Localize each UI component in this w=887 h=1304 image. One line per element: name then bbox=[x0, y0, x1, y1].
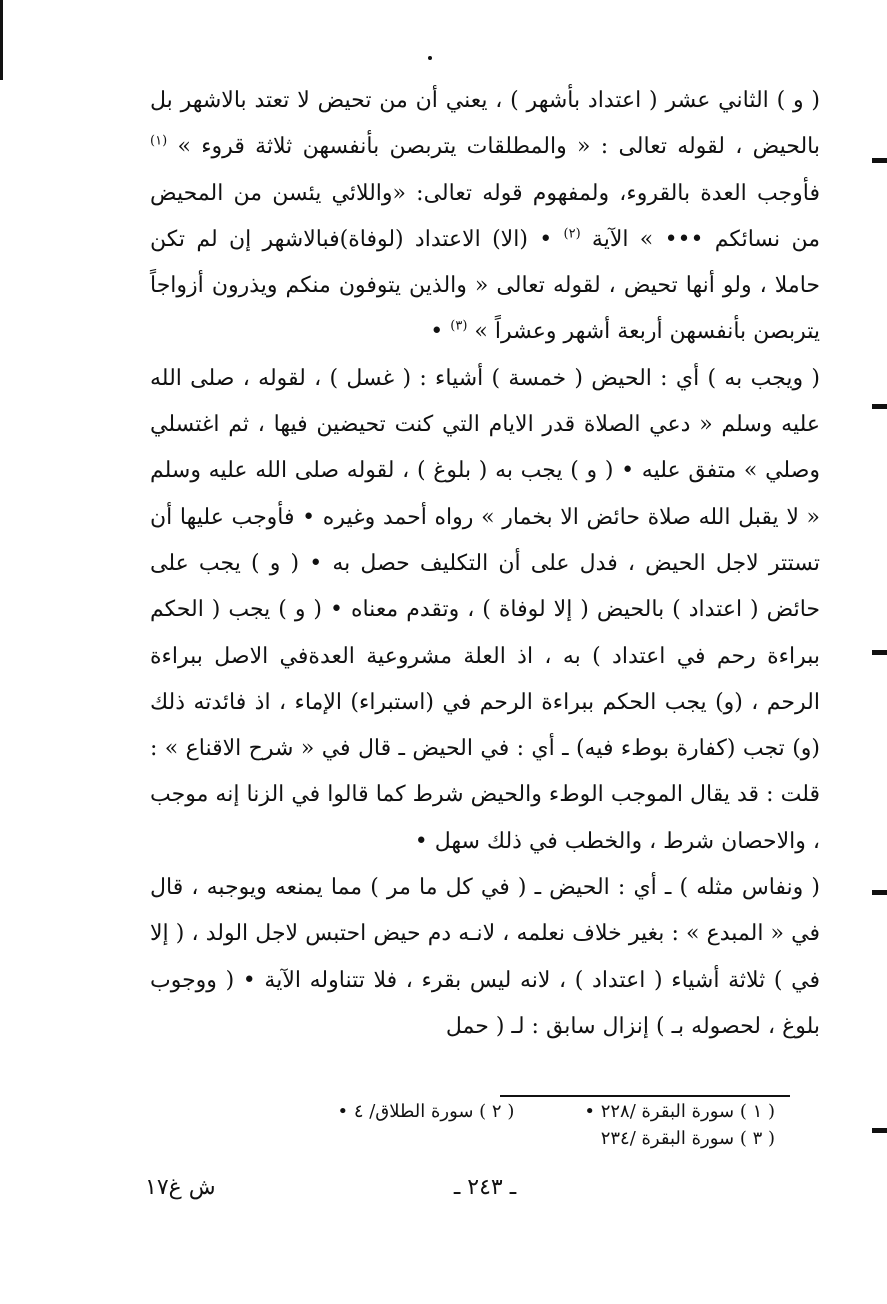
page-footer bbox=[145, 1175, 825, 1215]
page-number: ـ ٢٤٣ ـ bbox=[453, 1175, 517, 1200]
footnote-3: ( ٣ ) سورة البقرة /٢٣٤ bbox=[600, 1128, 775, 1149]
text-run: • bbox=[430, 319, 451, 345]
footnote-2: ( ٢ ) سورة الطلاق/ ٤ • bbox=[337, 1101, 515, 1122]
text-run: فأوجب العدة بالقروء، ولمفهوم قوله تعالى: «واللائي يئسن من المحيض من نسائكم ••• » الآية bbox=[150, 180, 820, 252]
top-dot-mark bbox=[428, 56, 432, 60]
edge-mark bbox=[0, 0, 3, 80]
footnotes bbox=[215, 1098, 775, 1152]
paragraph bbox=[150, 78, 820, 356]
footnote-ref: (٢) bbox=[563, 226, 581, 242]
signature-mark: ش غ١٧ bbox=[145, 1175, 216, 1200]
footnote-row bbox=[215, 1125, 775, 1152]
main-text bbox=[150, 78, 820, 1050]
text-run: • (الا) الاعتداد (لوفاة)فبالاشهر إن لم تكن حاملا ، ولو أنها تحيض ، لقوله تعالى « والذين يتوفون منكم ويذرون أزواجاً يتربصن بأنفسهن أربعة أشهر وعشراً » bbox=[150, 226, 820, 345]
edge-mark bbox=[872, 650, 887, 655]
edge-mark bbox=[872, 404, 887, 409]
edge-mark bbox=[872, 158, 887, 163]
paragraph bbox=[150, 865, 820, 1050]
footnote-ref: (١) bbox=[150, 133, 168, 149]
footnote-row bbox=[215, 1098, 775, 1125]
footnote-1: ( ١ ) سورة البقرة /٢٢٨ • bbox=[584, 1101, 775, 1122]
text-run: ( ويجب به ) أي : الحيض ( خمسة ) أشياء : ( غسل ) ، لقوله ، صلى الله عليه وسلم « دعي الصلاة قدر الايام التي كنت تحيضين فيها ، ثم اغتسلي وصلي » متفق عليه • ( و ) يجب به ( بلوغ ) ، لقوله صلى الله عليه وسلم « لا يقبل الله صلاة حائض الا بخمار » رواه أحمد وغيره • فأوجب عليها أن تستتر لاجل الحيض ، فدل على أن التكليف حصل به • ( و ) يجب على حائض ( اعتداد ) بالحيض ( إلا لوفاة ) ، وتقدم معناه • ( و ) يجب ( الحكم ببراءة رحم في اعتداد ) به ، اذ العلة مشروعية العدةفي الاصل ببراءة الرحم ، (و) يجب الحكم ببراءة الرحم في (استبراء) الإماء ، اذ فائدته ذلك (و) تجب (كفارة بوطء فيه) ـ أي : في الحيض ـ قال في « شرح الاقناع » : قلت : قد يقال الموجب الوطء والحيض شرط كما قالوا في الزنا إنه موجب ، والاحصان شرط ، والخطب في ذلك سهل • bbox=[150, 365, 820, 854]
footnote-ref: (٣) bbox=[450, 319, 468, 335]
paragraph bbox=[150, 356, 820, 865]
text-run: ( و ) الثاني عشر ( اعتداد بأشهر ) ، يعني أن من تحيض لا تعتد بالاشهر بل بالحيض ، لقوله تعالى : « والمطلقات يتربصن بأنفسهن ثلاثة قروء » bbox=[150, 88, 820, 160]
footnote-separator bbox=[500, 1095, 790, 1097]
edge-mark bbox=[872, 1128, 887, 1133]
text-run: ( ونفاس مثله ) ـ أي : الحيض ـ ( في كل ما مر ) مما يمنعه ويوجبه ، قال في « المبدع » : بغير خلاف نعلمه ، لانـه دم حيض احتبس لاجل الولد ، ( إلا في ) ثلاثة أشياء ( اعتداد ) ، لانه ليس بقرء ، فلا تتناوله الآية • ( ووجوب بلوغ ، لحصوله بـ ) إنزال سابق : لـ ( حمل bbox=[150, 875, 820, 1039]
edge-mark bbox=[872, 890, 887, 895]
